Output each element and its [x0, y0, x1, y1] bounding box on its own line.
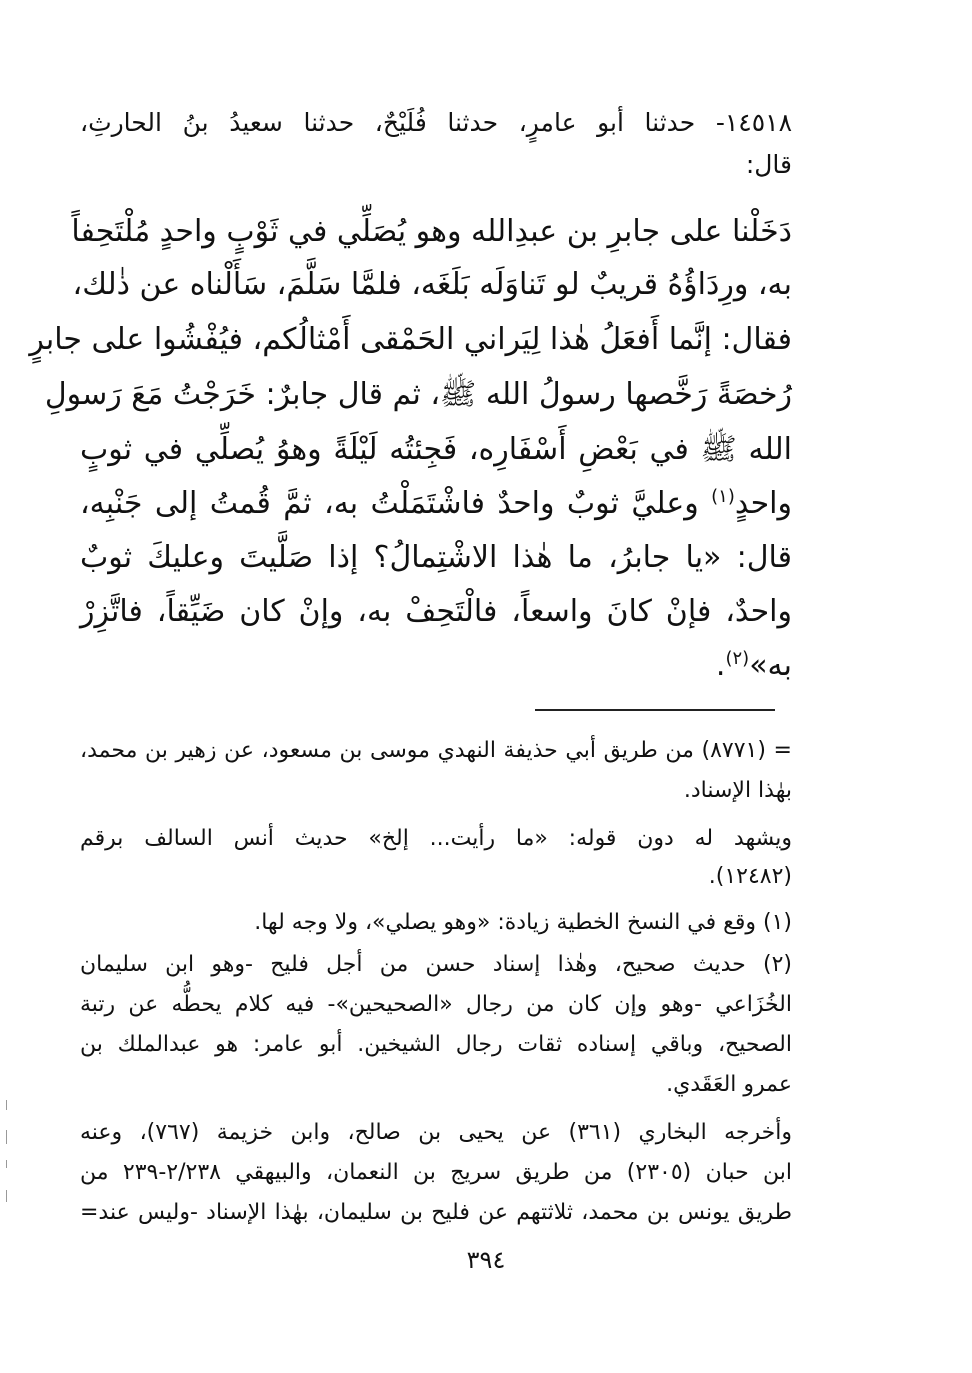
scan-edge-mark [6, 1190, 7, 1202]
footnote-2-line-5: وأخرجه البخاري (٣٦١) عن يحيى بن صالح، وابن خزيمة (٧٦٧)، وعنه [80, 1120, 792, 1145]
footnote-2-line-6: ابن حبان (٢٣٠٥) من طريق سريج بن النعمان، والبيهقي ٢/٢٣٨-٢٣٩ من [80, 1160, 792, 1185]
hadith-line-6-start: واحدٍ [734, 486, 792, 521]
hadith-line-1: دَخَلْنا على جابرِ بن عبدِالله وهو يُصَلِّي في ثَوْبٍ واحدٍ مُلْتَحِفاً [71, 214, 792, 249]
footnote-2-line-3: الصحيح، وباقي إسناده ثقات رجال الشيخين. أبو عامر: هو عبدالملك بن [80, 1032, 792, 1057]
footnote-separator [535, 709, 775, 711]
hadith-line-8: واحدٌ، فإنْ كانَ واسعاً، فالْتَحِفْ به، وإنْ كان ضَيِّقاً، فاتَّزِرْ [80, 594, 792, 629]
footnote-1: (١) وقع في النسخ الخطية زيادة: «وهو يصلي»، ولا وجه لها. [254, 910, 792, 935]
hadith-line-3: فقال: إنَّما أَفعَلُ هٰذا لِيَراني الحَمْقى أَمْثالُكم، فيُفْشُوا على جابرٍ [29, 322, 792, 357]
hadith-line-5: الله ﷺ في بَعْضِ أَسْفَارِه، فَجِئتُه لَيْلَةً وهوُ يُصلِّي في ثوبٍ [80, 432, 792, 467]
scan-edge-mark [6, 1130, 7, 1144]
hadith-line-6-rest: وعليَّ ثوبٌ واحدٌ فاشْتَمَلْتُ به، ثمَّ قُمتُ إلى جَنْبِه، [80, 486, 712, 521]
scan-edge-mark [6, 1100, 7, 1110]
hadith-line-9 [716, 648, 792, 683]
hadith-line-6 [80, 486, 792, 521]
hadith-line-9-start: به» [749, 648, 792, 683]
hadith-line-4: رُخصَةً رَخَّصها رسولُ الله ﷺ، ثم قال جابرٌ: خَرَجْتُ مَعَ رَسولِ [44, 377, 792, 412]
footnote-line-1: = (٨٧٧١) من طريق أبي حذيفة النهدي موسى بن مسعود، عن زهير بن محمد، [80, 738, 792, 763]
footnote-2-line-1: (٢) حديث صحيح، وهٰذا إسناد حسن من أجل فليح -وهو ابن سليمان [80, 952, 792, 977]
footnote-2-line-4: عمرو العَقَدي. [666, 1072, 792, 1097]
intro-line-1: ١٤٥١٨- حدثنا أبو عامرٍ، حدثنا فُلَيْحٌ، حدثنا سعيدُ بنُ الحارثِ، [80, 108, 792, 137]
page-number: ٣٩٤ [466, 1246, 506, 1274]
footnote-ref-2: (٢) [725, 648, 750, 669]
hadith-line-2: به، ورِدَاؤُهُ قريبٌ لو تَناوَلَه بَلَغَه، فلمَّا سَلَّمَ، سَأَلْناه عن ذٰلك، [72, 267, 792, 302]
hadith-line-7: قال: «يا جابرُ، ما هٰذا الاشْتِمالُ؟ إذا صَلَّيتَ وعليكَ ثوبٌ [80, 540, 792, 575]
footnote-2-line-7: طريق يونس بن محمد، ثلاثتهم عن فليح بن سليمان، بهٰذا الإسناد -وليس عند= [80, 1200, 792, 1225]
footnote-ref-1: (١) [711, 486, 735, 507]
footnote-line-4: (١٢٤٨٢). [708, 864, 792, 889]
scan-edge-mark [6, 1160, 7, 1168]
footnote-line-3: ويشهد له دون قوله: «ما رأيت... إلخ» حديث أنس السالف برقم [80, 826, 792, 851]
footnote-line-2: بهٰذا الإسناد. [683, 778, 792, 803]
hadith-line-9-end: . [715, 648, 726, 683]
intro-line-2: قال: [745, 150, 792, 179]
footnote-2-line-2: الخُزَاعي -وهو وإن كان من رجال «الصحيحين»- فيه كلام يحطُّه عن رتبة [80, 992, 792, 1017]
